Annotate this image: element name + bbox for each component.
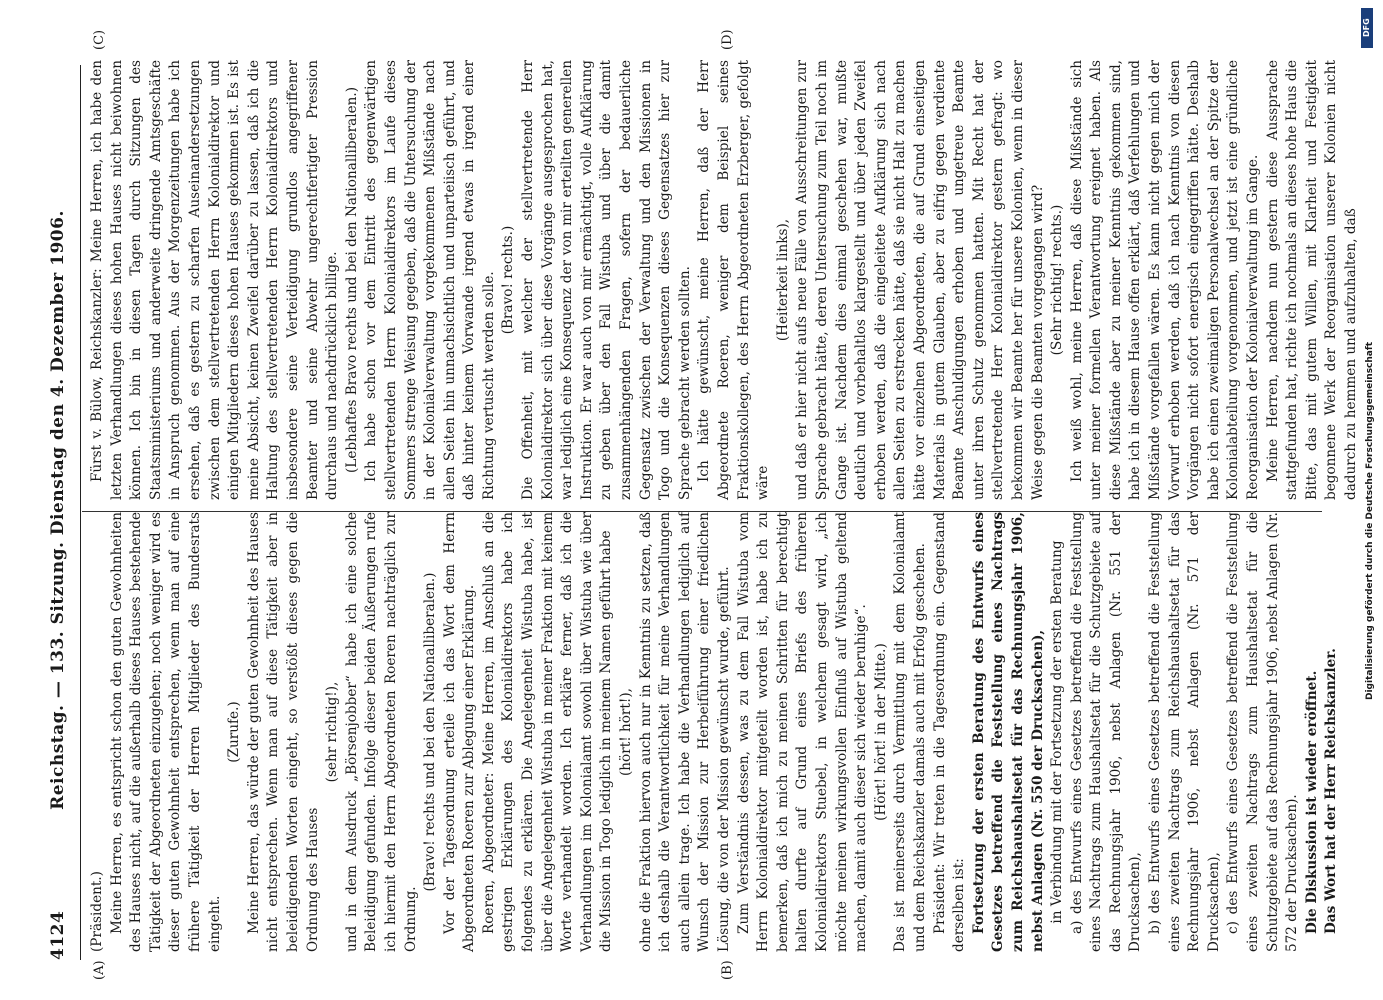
- agenda-item: Fortsetzung der ersten Beratung des Entwurfs eines Gesetzes betreffend die Feststellung eines Nachtrags zum Reichshaushaltsetat für das Rechnungsjahr 1906, nebst Anlagen (Nr. 550 der Drucksachen),: [970, 512, 1046, 952]
- margin-marker-b: (B): [720, 960, 735, 980]
- left-column: [88, 512, 1342, 952]
- paragraph: Das ist meinerseits durch Vermittlung mit dem Kolonialamt und dem Reichskanzler damals auch mit Erfolg geschehen.: [892, 512, 928, 952]
- digitization-note: [1355, 0, 1377, 1000]
- paragraph: Meine Herren, das würde der guten Gewohnheit des Hauses nicht entsprechen. Wenn man auf diese Tätigkeit aber in beleidigenden Worten eingeht, so verstößt dieses gegen die Ordnung des Hauses: [245, 512, 321, 952]
- paragraph: Präsident: Wir treten in die Tagesordnung ein. Gegenstand derselben ist:: [931, 512, 968, 952]
- agenda-subitem: a) des Entwurfs eines Gesetzes betreffend die Feststellung eines Nachtrags zum Haushaltsetat für die Schutzgebiete auf das Rechnungsjahr 1906, nebst Anlagen (Nr. 551 der Drucksachen),: [1068, 512, 1144, 952]
- dfg-logo: DFG: [1361, 8, 1373, 48]
- agenda-subitem: b) des Entwurfs eines Gesetzes betreffend die Feststellung eines zweiten Nachtrags zum Reichshaushaltsetat für das Rechnungsjahr 1906, nebst Anlagen (Nr. 571 der Drucksachen),: [1147, 512, 1222, 952]
- interjection: (Hört! hört! in der Mitte.): [872, 643, 889, 821]
- paragraph: Roeren, Abgeordneter: Meine Herren, im Anschluß an die gestrigen Erklärungen des Kolonialdirektors habe ich folgendes zu erklären. Die Angelegenheit Wistuba habe, ist über die Angelegenheit Wistuba in meiner Fraktion mit keinem Worte verhandelt worden. Ich erkläre ferner, daß ich die Verhandlungen im Kolonialamt sowohl über Wistuba wie über die Mission in Togo lediglich in meinem Namen geführt habe: [480, 512, 615, 952]
- margin-marker-d: (D): [720, 29, 735, 50]
- interjection: (Sehr richtig! rechts.): [1049, 204, 1066, 356]
- paragraph: Ich weiß wohl, meine Herren, daß diese Mißstände sich unter meiner formellen Verantwortung ereignet haben. Als diese Mißstände aber zu meiner Kenntnis gekommen sind, habe ich in diesem Hause offen erklärt, daß Verfehlungen und Mißstände vorgefallen wären. Es kann nicht gegen mich der Vorwurf erhoben werden, daß ich nach Kenntnis von diesen Vorgängen nicht sofort energisch eingegriffen hätte. Deshalb habe ich einen zweimaligen Personalwechsel an der Spitze der Kolonialabteilung vorgenommen, und jetzt ist eine gründliche Reorganisation der Kolonialverwaltung im Gange.: [1068, 60, 1262, 500]
- interjection: (sehr richtig!),: [324, 681, 341, 783]
- paragraph: Ich hätte gewünscht, meine Herren, daß der Herr Abgeordnete Roeren, weniger dem Beispiel seines Fraktionskollegen, des Herrn Abgeordneten Erzberger, gefolgt wäre: [696, 60, 772, 500]
- interjection: (Lebhaftes Bravo rechts und bei den Nationalliberalen.): [343, 87, 360, 474]
- paragraph: Die Diskussion ist wieder eröffnet.: [1303, 670, 1320, 934]
- agenda-connector: in Verbindung mit der Fortsetzung der ersten Beratung: [1049, 540, 1066, 924]
- interjection: (Zurufe.): [226, 701, 243, 763]
- header-rule: [80, 65, 81, 960]
- paragraph: Zum Verständnis dessen, was zu dem Fall Wistuba vom Herrn Kolonialdirektor mitgeteilt worden ist, habe ich zu bemerken, daß ich mich zu meinen Schritten für berechtigt halten durfte auf Grund eines Briefs des früheren Kolonialdirektors Stuebel, in welchem gesagt wird, „ich möchte meinen wirkungsvollen Einfluß auf Wistuba geltend machen, damit auch dieser sich wieder beruhige“.: [735, 512, 870, 952]
- paragraph: und in dem Ausdruck „Börsenjobber“ habe ich eine solche Beleidigung gefunden. Infolge dieser beiden Äußerungen rufe ich hiermit den Herrn Abgeordneten Roeren nachträglich zur Ordnung.: [343, 512, 419, 952]
- speaker-label: (Präsident.): [89, 871, 105, 952]
- running-header: [48, 60, 78, 960]
- paragraph: Vor der Tagesordnung erteile ich das Wort dem Herrn Abgeordneten Roeren zur Ablegung einer Erklärung.: [441, 512, 478, 952]
- paragraph: Die Offenheit, mit welcher der stellvertretende Herr Kolonialdirektor sich über diese Vorgänge ausgesprochen hat, war lediglich eine Konsequenz der von mir erteilten generellen Instruktion. Er war auch von mir ermächtigt, volle Aufklärung zu geben über den Fall Wistuba und über die damit zusammenhängenden Fragen, sofern der bedauerliche Gegensatz zwischen der Verwaltung und den Missionen in Togo und die Konsequenzen dieses Gegensatzes hier zur Sprache gebracht werden sollten.: [520, 60, 693, 500]
- paragraph: Meine Herren, nachdem nun gestern diese Aussprache stattgefunden hat, richte ich nochmals an dieses hohe Haus die Bitte, das mit gutem Willen, mit Klarheit und Festigkeit begonnene Werk der Reorganisation unserer Kolonien nicht dadurch zu hemmen und aufzuhalten, daß: [1264, 60, 1359, 500]
- digitization-text: Digitalisierung gefördert durch die Deutsche Forschungsgemeinschaft: [1365, 341, 1375, 700]
- page-number: 4124: [48, 910, 68, 960]
- interjection: (Bravo! rechts.): [500, 225, 517, 335]
- agenda-subitem: c) des Entwurfs eines Gesetzes betreffend die Feststellung eines zweiten Nachtrags zum Haushaltsetat für die Schutzgebiete auf das Rechnungsjahr 1906, nebst Anlagen (Nr. 572 der Drucksachen).: [1225, 512, 1301, 952]
- interjection: (Bravo! rechts und bei den Nationalliberalen.): [422, 572, 439, 892]
- interjection: (hört! hört!),: [618, 688, 635, 776]
- paragraph: Fürst v. Bülow, Reichskanzler: Meine Herren, ich habe den letzten Verhandlungen dieses hohen Hauses nicht beiwohnen können. Ich bin in diesen Tagen durch Sitzungen des Staatsministeriums und anderweite dringende Amtsgeschäfte in Anspruch genommen. Aus der Morgenzeitungen habe ich ersehen, daß es gestern zu scharfen Auseinandersetzungen zwischen dem stellvertretenden Herrn Kolonialdirektor und einigen Mitgliedern dieses hohen Hauses gekommen ist. Es ist meine Absicht, keinen Zweifel darüber zu lassen, daß ich die Haltung des stellvertretenden Herrn Kolonialdirektors und insbesondere seine Verteidigung grundlos angegriffener Beamter und seine Abwehr ungerechtfertigter Pression durchaus und nachdrücklich billige.: [89, 60, 341, 500]
- margin-marker-a: (A): [92, 960, 107, 980]
- right-column: [88, 60, 1362, 500]
- paragraph: und daß er hier nicht aufs neue Fälle von Ausschreitungen zur Sprache gebracht hätte, deren Untersuchung zum Teil noch im Gange ist. Nachdem dies einmal geschehen war, mußte deutlich und vorbehaltlos klargestellt und über jeden Zweifel erhoben werden, daß die eingeleitete Aufklärung sich nach allen Seiten zu erstrecken hätte, daß sie nicht Halt zu machen hätte vor einzelnen Abgeordneten, die auf Grund einseitigen Materials in gutem Glauben, aber zu eifrig gegen verdiente Beamte Anschuldigungen erhoben und ungetreue Beamte unter ihren Schutz genommen hatten. Mit Recht hat der stellvertretende Herr Kolonialdirektor gestern gefragt: wo bekommen wir Beamte her für unsere Kolonien, wenn in dieser Weise gegen die Beamten vorgegangen wird?: [794, 60, 1046, 500]
- page-title: Reichstag. — 133. Sitzung. Dienstag den 4. Dezember 1906.: [48, 210, 68, 810]
- paragraph: ohne die Fraktion hiervon auch nur in Kenntnis zu setzen, daß ich deshalb die Verantwortlichkeit für meine Verhandlungen auch allein trage. Ich habe die Verhandlungen lediglich auf Wunsch der Mission zur Herbeiführung einer friedlichen Lösung, die von der Mission gewünscht wurde, geführt.: [637, 512, 732, 952]
- paragraph: Das Wort hat der Herr Reichskanzler.: [1323, 648, 1340, 934]
- paragraph: Ich habe schon vor dem Eintritt des gegenwärtigen stellvertretenden Herrn Kolonialdirektors im Laufe dieses Sommers strenge Weisung gegeben, daß die Untersuchung der in der Kolonialverwaltung vorgekommenen Mißstände nach allen Seiten hin unnachsichtlich und unparteiisch geführt, und daß hinter keinem Vorwande irgend etwas in irgend einer Richtung vertuscht werden solle.: [363, 60, 497, 500]
- interjection: (Heiterkeit links),: [774, 218, 791, 342]
- paragraph: Meine Herren, es entspricht schon den guten Gewohnheiten des Hauses nicht, auf die außerhalb dieses Hauses bestehende Tätigkeit der Abgeordneten einzugehen; noch weniger wird es dieser guten Gewohnheit entsprechen, wenn man auf eine frühere Tätigkeit der Herren Mitglieder des Bundesrats eingeht.: [108, 512, 223, 952]
- margin-marker-c: (C): [92, 29, 107, 50]
